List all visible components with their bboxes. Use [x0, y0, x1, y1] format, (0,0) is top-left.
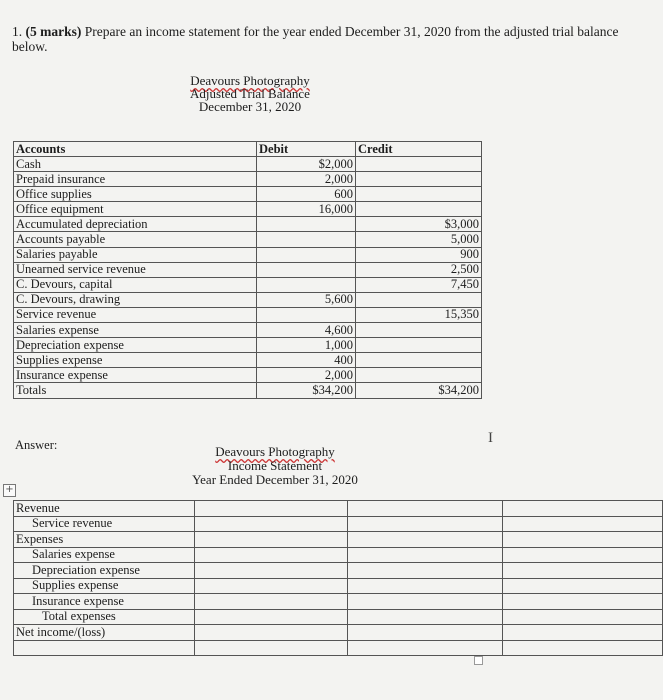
tb-debit-cell: 4,600: [257, 323, 356, 338]
is-amount-cell[interactable]: [195, 609, 348, 625]
is-row: [14, 516, 663, 532]
is-amount-cell[interactable]: [348, 563, 503, 579]
is-amount-cell[interactable]: [14, 640, 195, 656]
is-amount-cell[interactable]: [348, 547, 503, 563]
is-amount-cell[interactable]: [503, 532, 663, 548]
is-row: [14, 501, 663, 517]
question-text: [12, 24, 652, 54]
is-row: [14, 578, 663, 594]
tb-debit-cell: $34,200: [257, 383, 356, 398]
tb-account-cell: Office supplies: [14, 187, 257, 202]
is-amount-cell[interactable]: [195, 578, 348, 594]
is-amount-cell[interactable]: [503, 547, 663, 563]
tb-debit-cell: 16,000: [257, 202, 356, 217]
is-amount-cell[interactable]: [503, 594, 663, 610]
tb-debit-cell: [257, 277, 356, 292]
tb-debit-cell: 600: [257, 187, 356, 202]
trial-balance-table: [13, 141, 482, 399]
is-amount-cell[interactable]: [503, 516, 663, 532]
tb-row: [14, 277, 482, 292]
tb-credit-cell: 5,000: [356, 232, 482, 247]
table-resize-handle[interactable]: [474, 656, 483, 665]
tb-row: [14, 247, 482, 262]
is-amount-cell[interactable]: [503, 501, 663, 517]
tb-debit-cell: 400: [257, 353, 356, 368]
tb-col-credit: Credit: [356, 142, 482, 157]
is-amount-cell[interactable]: [195, 563, 348, 579]
is-row-blank: [14, 640, 663, 656]
question-marks: (5 marks): [25, 24, 82, 39]
tb-account-cell: Accounts payable: [14, 232, 257, 247]
tb-account-cell: Supplies expense: [14, 353, 257, 368]
tb-row: [14, 217, 482, 232]
question-number: 1.: [12, 24, 23, 39]
income-statement-table[interactable]: [13, 500, 663, 656]
tb-account-cell: Office equipment: [14, 202, 257, 217]
is-label-cell: Service revenue: [14, 516, 195, 532]
tb-row: [14, 338, 482, 353]
tb-credit-cell: [356, 323, 482, 338]
is-amount-cell[interactable]: [348, 609, 503, 625]
tb-account-cell: Depreciation expense: [14, 338, 257, 353]
tb-debit-cell: 2,000: [257, 368, 356, 383]
tb-debit-cell: 2,000: [257, 172, 356, 187]
tb-row: [14, 262, 482, 277]
tb-credit-cell: 2,500: [356, 262, 482, 277]
is-label-cell: Total expenses: [14, 609, 195, 625]
is-amount-cell[interactable]: [195, 532, 348, 548]
is-amount-cell[interactable]: [195, 516, 348, 532]
is-amount-cell[interactable]: [348, 640, 503, 656]
is-company: Deavours Photography: [215, 444, 335, 459]
tb-account-cell: C. Devours, drawing: [14, 292, 257, 307]
is-amount-cell[interactable]: [503, 640, 663, 656]
tb-header-row: [14, 142, 482, 157]
tb-col-debit: Debit: [257, 142, 356, 157]
tb-row: [14, 292, 482, 307]
tb-account-cell: Accumulated depreciation: [14, 217, 257, 232]
is-row: [14, 609, 663, 625]
tb-row: [14, 232, 482, 247]
tb-row: [14, 307, 482, 322]
is-amount-cell[interactable]: [503, 578, 663, 594]
tb-account-cell: Salaries payable: [14, 247, 257, 262]
tb-row: [14, 323, 482, 338]
is-label-cell: Net income/(loss): [14, 625, 195, 641]
tb-account-cell: Insurance expense: [14, 368, 257, 383]
income-statement-header: [180, 445, 370, 487]
tb-credit-cell: [356, 353, 482, 368]
is-label-cell: Expenses: [14, 532, 195, 548]
tb-row: [14, 368, 482, 383]
tb-row: [14, 202, 482, 217]
tb-debit-cell: $2,000: [257, 157, 356, 172]
answer-label: Answer:: [15, 438, 58, 452]
is-amount-cell[interactable]: [195, 501, 348, 517]
is-amount-cell[interactable]: [503, 625, 663, 641]
is-amount-cell[interactable]: [348, 501, 503, 517]
tb-debit-cell: 1,000: [257, 338, 356, 353]
tb-credit-cell: 7,450: [356, 277, 482, 292]
tb-credit-cell: [356, 172, 482, 187]
tb-debit-cell: [257, 262, 356, 277]
tb-credit-cell: $34,200: [356, 383, 482, 398]
is-amount-cell[interactable]: [348, 516, 503, 532]
is-amount-cell[interactable]: [503, 563, 663, 579]
is-amount-cell[interactable]: [348, 532, 503, 548]
tb-title: Adjusted Trial Balance: [190, 86, 310, 101]
tb-credit-cell: [356, 202, 482, 217]
tb-account-cell: Prepaid insurance: [14, 172, 257, 187]
tb-date: December 31, 2020: [198, 99, 302, 114]
is-amount-cell[interactable]: [503, 609, 663, 625]
text-cursor-icon: I: [488, 430, 493, 446]
tb-row: [14, 353, 482, 368]
table-move-handle-icon[interactable]: +: [3, 484, 16, 497]
tb-debit-cell: [257, 217, 356, 232]
question-prompt: Prepare an income statement for the year ended December 31, 2020 from the adjusted trial balance below.: [12, 24, 619, 54]
is-row: [14, 594, 663, 610]
tb-row: [14, 187, 482, 202]
is-row: [14, 547, 663, 563]
tb-debit-cell: 5,600: [257, 292, 356, 307]
tb-account-cell: C. Devours, capital: [14, 277, 257, 292]
tb-account-cell: Totals: [14, 383, 257, 398]
is-label-cell: Depreciation expense: [14, 563, 195, 579]
tb-debit-cell: [257, 247, 356, 262]
tb-row: [14, 157, 482, 172]
tb-account-cell: Cash: [14, 157, 257, 172]
tb-credit-cell: [356, 368, 482, 383]
is-row: [14, 563, 663, 579]
is-row: [14, 532, 663, 548]
is-amount-cell[interactable]: [348, 578, 503, 594]
is-label-cell: Salaries expense: [14, 547, 195, 563]
is-label-cell: Revenue: [14, 501, 195, 517]
is-amount-cell[interactable]: [195, 594, 348, 610]
tb-col-accounts: Accounts: [14, 142, 257, 157]
is-amount-cell[interactable]: [348, 594, 503, 610]
is-period: Year Ended December 31, 2020: [192, 472, 358, 487]
tb-credit-cell: [356, 157, 482, 172]
trial-balance-header: [170, 74, 330, 113]
tb-row: [14, 383, 482, 398]
tb-credit-cell: 15,350: [356, 307, 482, 322]
tb-debit-cell: [257, 232, 356, 247]
is-title: Income Statement: [227, 458, 323, 473]
tb-account-cell: Service revenue: [14, 307, 257, 322]
tb-row: [14, 172, 482, 187]
tb-credit-cell: $3,000: [356, 217, 482, 232]
is-label-cell: Supplies expense: [14, 578, 195, 594]
is-amount-cell[interactable]: [195, 640, 348, 656]
tb-account-cell: Salaries expense: [14, 323, 257, 338]
is-label-cell: Insurance expense: [14, 594, 195, 610]
tb-credit-cell: 900: [356, 247, 482, 262]
tb-credit-cell: [356, 292, 482, 307]
is-amount-cell[interactable]: [195, 625, 348, 641]
tb-account-cell: Unearned service revenue: [14, 262, 257, 277]
tb-credit-cell: [356, 338, 482, 353]
is-amount-cell[interactable]: [195, 547, 348, 563]
tb-credit-cell: [356, 187, 482, 202]
tb-company: Deavours Photography: [190, 73, 310, 88]
is-amount-cell[interactable]: [348, 625, 503, 641]
is-row: [14, 625, 663, 641]
tb-debit-cell: [257, 307, 356, 322]
